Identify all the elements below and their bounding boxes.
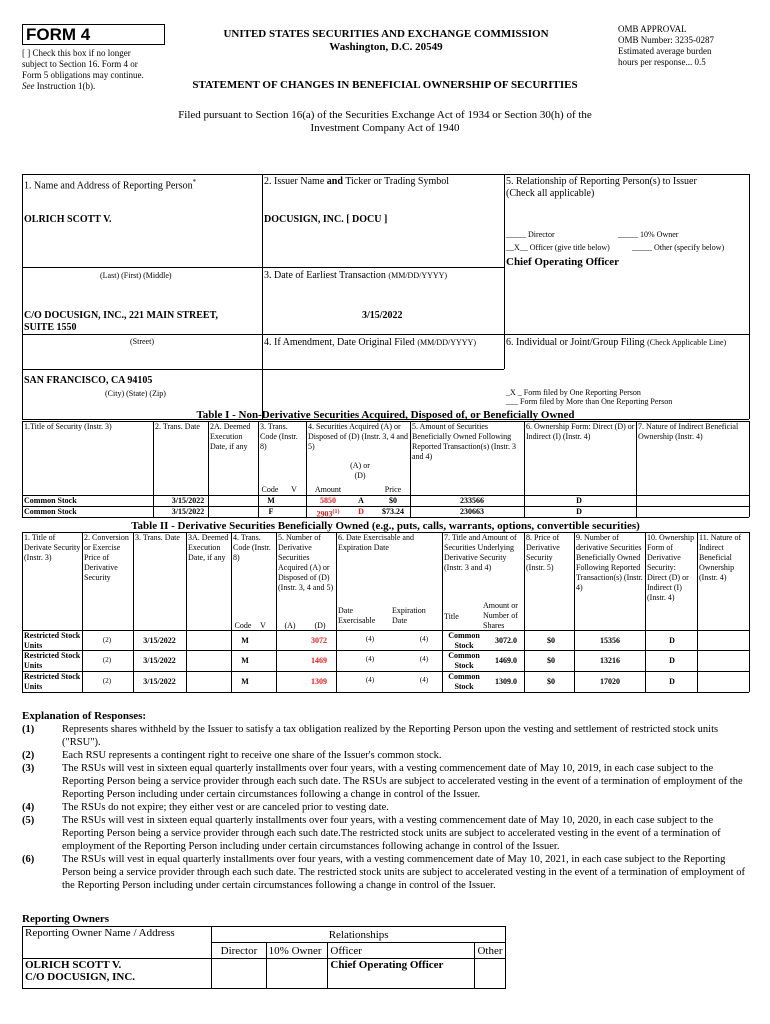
t2-header-code: 4. Trans. Code (Instr. 8): [233, 533, 271, 562]
t2-und-title-cell: Common Stock: [448, 651, 480, 670]
officer-header: Officer: [328, 943, 475, 959]
t2-sub-a: (A): [284, 621, 296, 630]
list-item: (6) The RSUs will vest in equal quarterly installments over four years, with a vesting commencement date of May 10, 2021, in each case subject to the Reporting Person being a service provider through each such date. The restricted stock units are subject to accelerated vesting in the event of a termination of employment of the Reporting Person including under certain circumstances following a change in control of the Issuer.: [22, 854, 745, 891]
omb-line-4: hours per response... 0.5: [618, 57, 706, 67]
t1-header-deemed: 2A. Deemed Execution Date, if any: [210, 422, 251, 451]
t2-form-cell: D: [669, 656, 675, 665]
reporting-person-street: [24, 310, 259, 334]
street-hint: (Street): [130, 337, 154, 346]
t2-title-cell: Restricted Stock Units: [24, 631, 81, 650]
t1-amount-cell: 5850: [320, 496, 336, 505]
t1-header-date: 2. Trans. Date: [155, 422, 200, 431]
relationships-header: Relationships: [212, 927, 506, 943]
reporting-owners-heading: Reporting Owners: [22, 913, 110, 925]
t1-title-cell: Common Stock: [24, 496, 77, 505]
table1-rows: [24, 496, 749, 518]
t2-header-conversion: 2. Conversion or Exercise Price of Derivative Security: [84, 533, 129, 582]
box1-label: 1. Name and Address of Reporting Person*: [24, 178, 197, 192]
t2-und-title-cell: Common Stock: [448, 672, 480, 691]
t2-form-cell: D: [669, 677, 675, 686]
box4-label: 4. If Amendment, Date Original Filed (MM/DD/YYYY): [264, 337, 476, 348]
multiple-persons-option[interactable]: ___ Form filed by More than One Reporting Person: [506, 397, 673, 406]
ten-pct-owner-checkbox[interactable]: _____ 10% Owner: [618, 230, 679, 239]
t1-header-acquired: 4. Securities Acquired (A) or Disposed of (D) (Instr. 3, 4 and 5): [308, 422, 408, 451]
table-row: [23, 959, 506, 989]
table-row: [24, 507, 749, 518]
t1-amount-cell: 2903$^{(1)}$: [316, 509, 340, 519]
reporting-person-city: SAN FRANCISCO, CA 94105: [24, 375, 153, 386]
filed-line-1: Filed pursuant to Section 16(a) of the Securities Exchange Act of 1934 or Section 30(h) of the: [178, 109, 592, 121]
t2-header-exercisable: 6. Date Exercisable and Expiration Date: [338, 533, 414, 552]
table-row: [22, 651, 749, 672]
street-line-2: SUITE 1550: [24, 322, 77, 333]
t2-sub-d: (D): [314, 621, 326, 630]
reporting-person-name: OLRICH SCOTT V.: [24, 214, 112, 225]
box6-label: 6. Individual or Joint/Group Filing (Check Applicable Line): [506, 337, 727, 348]
t2-code-cell: M: [241, 636, 249, 645]
t2-header-title: 1. Title of Derivate Security (Instr. 3): [24, 533, 81, 562]
t2-und-amount-cell: 3072.0: [495, 636, 517, 645]
filed-pursuant: [100, 109, 670, 135]
t2-sub-exercisable: Date Exercisable: [338, 606, 376, 625]
street-line-1: C/O DOCUSIGN, INC., 221 MAIN STREET,: [24, 310, 219, 321]
t2-header-owned: 9. Number of derivative Securities Beneficially Owned Following Reported Transaction(s) (Instr. 4): [576, 533, 643, 592]
table1-title: Table I - Non-Derivative Securities Acquired, Disposed of, or Beneficially Owned: [196, 409, 575, 421]
t2-header-price: 8. Price of Derivative Security (Instr. 5): [526, 533, 560, 572]
omb-line-3: Estimated average burden: [618, 46, 712, 56]
owner-10pct-cell: [266, 959, 328, 989]
t2-title-cell: Restricted Stock Units: [24, 672, 81, 691]
form-title: FORM 4: [22, 24, 165, 45]
director-checkbox[interactable]: _____ Director: [506, 230, 555, 239]
issuer-name: DOCUSIGN, INC. [ DOCU ]: [264, 214, 388, 225]
t2-price-cell: $0: [547, 636, 555, 645]
t2-header-deemed: 3A. Deemed Execution Date, if any: [188, 533, 229, 562]
t1-code-cell: F: [268, 507, 274, 516]
table-row: [24, 496, 749, 507]
t2-code-cell: M: [241, 656, 249, 665]
agency-name: UNITED STATES SECURITIES AND EXCHANGE COMMISSION: [223, 28, 549, 40]
t2-sub-v: V: [260, 621, 266, 630]
t2-form-cell: D: [669, 636, 675, 645]
t1-aord-cell: A: [358, 496, 364, 505]
t2-und-amount-cell: 1469.0: [495, 656, 517, 665]
t2-header-date: 3. Trans. Date: [135, 533, 180, 542]
t1-sub-v: V: [291, 485, 297, 494]
t2-exer-cell: (4): [365, 655, 375, 663]
owner-name-cell: OLRICH SCOTT V. C/O DOCUSIGN, INC.: [23, 959, 212, 989]
t2-exp-cell: (4): [419, 635, 429, 643]
owner-officer-cell: Chief Operating Officer: [328, 959, 475, 989]
filed-line-2: Investment Company Act of 1940: [310, 122, 460, 134]
t1-owned-cell: 230663: [460, 507, 484, 516]
t2-exer-cell: (4): [365, 635, 375, 643]
t2-exp-cell: (4): [419, 676, 429, 684]
list-item: (5) The RSUs will vest in sixteen equal quarterly installments over four years, with a vesting commencement date of May 10, 2020, in each case subject to the Reporting Person being a service provider through each such date.The restricted stock units are subject to accelerated vesting in the event of a termination of employment of the Reporting Person including under certain circumstances following achange in control of the Issuer.: [22, 815, 721, 852]
t2-header-underlying: 7. Title and Amount of Securities Underlying Derivative Security (Instr. 3 and 4): [444, 533, 517, 572]
t1-sub-price: Price: [384, 485, 402, 494]
t2-sub-amount: Amount or Number of Shares: [483, 601, 518, 630]
omb-line-2: OMB Number: 3235-0287: [618, 35, 714, 45]
t1-aord-cell: D: [358, 507, 364, 516]
t1-price-cell: $0: [389, 496, 397, 505]
officer-title: Chief Operating Officer: [506, 256, 620, 268]
t1-date-cell: 3/15/2022: [171, 507, 205, 516]
t2-header-form: 10. Ownership Form of Derivative Security: Direct (D) or Indirect (I) (Instr. 4): [647, 533, 695, 602]
t1-header-nature: 7. Nature of Indirect Beneficial Ownership (Instr. 4): [638, 422, 739, 441]
check-box-instruction: Instruction 1(b).: [36, 81, 96, 91]
t1-date-cell: 3/15/2022: [171, 496, 205, 505]
director-header: Director: [212, 943, 266, 959]
t2-exp-cell: (4): [419, 655, 429, 663]
name-hint: (Last) (First) (Middle): [100, 271, 172, 280]
explanation-heading: Explanation of Responses:: [22, 710, 147, 722]
t2-date-cell: 3/15/2022: [143, 636, 176, 645]
t2-und-title-cell: Common Stock: [448, 631, 480, 650]
t2-und-amount-cell: 1309.0: [495, 677, 517, 686]
t2-owned-cell: 13216: [600, 656, 620, 665]
t1-price-cell: $73.24: [382, 507, 404, 516]
owner-name-header: Reporting Owner Name / Address: [23, 927, 212, 959]
box5-label: 5. Relationship of Reporting Person(s) to Issuer (Check all applicable): [506, 176, 697, 199]
t2-date-cell: 3/15/2022: [143, 677, 176, 686]
t1-sub-amount: Amount: [314, 485, 342, 494]
t2-d-cell: 1309: [311, 677, 327, 686]
check-box-note: [22, 48, 157, 92]
t2-conv-cell: (2): [102, 656, 112, 664]
t2-conv-cell: (2): [102, 677, 112, 685]
omb-approval: [618, 24, 758, 68]
t1-title-cell: Common Stock: [24, 507, 77, 516]
one-person-option[interactable]: _X _ Form filed by One Reporting Person: [506, 388, 641, 397]
t1-header-owned: 5. Amount of Securities Beneficially Owned Following Reported Transaction(s) (Instr. 3 and 4): [412, 422, 516, 461]
box3-label: 3. Date of Earliest Transaction (MM/DD/YYYY): [264, 270, 448, 281]
t1-header-code: 3. Trans. Code (Instr. 8): [260, 422, 298, 451]
t2-header-number: 5. Number of Derivative Securities Acquired (A) or Disposed of (D) (Instr. 3, 4 and 5): [278, 533, 334, 592]
list-item: (3) The RSUs will vest in sixteen equal quarterly installments over four years, with a vesting commencement date of May 10, 2019, in each case subject to the Reporting Person being a service provider through each such date. The RSUs are subject to accelerated vesting in the event of a termination of employment of the Reporting Person including under certain circumstances following a change in control of the Issuer.: [22, 763, 743, 800]
ten-pct-header: 10% Owner: [266, 943, 328, 959]
owner-other-cell: [475, 959, 506, 989]
t2-conv-cell: (2): [102, 636, 112, 644]
t1-code-cell: M: [267, 496, 275, 505]
table-row: [22, 672, 749, 693]
t1-sub-code: Code: [261, 485, 279, 494]
t2-sub-expiration: Expiration Date: [392, 606, 426, 625]
explanation-list: [22, 723, 752, 892]
table-row: [22, 631, 749, 651]
city-hint: (City) (State) (Zip): [105, 389, 166, 398]
t2-price-cell: $0: [547, 677, 555, 686]
t1-sub-aord: (A) or (D): [350, 461, 370, 480]
t2-date-cell: 3/15/2022: [143, 656, 176, 665]
t2-d-cell: 3072: [311, 636, 327, 645]
t1-owned-cell: 233566: [460, 496, 484, 505]
table2-title: Table II - Derivative Securities Beneficially Owned (e.g., puts, calls, warrants, options, convertible securities): [131, 520, 640, 532]
t2-sub-title: Title: [444, 612, 459, 621]
list-item: (2) Each RSU represents a contingent right to receive one share of the Issuer's common stock.: [22, 750, 442, 761]
list-item: (4) The RSUs do not expire; they either vest or are canceled prior to vesting date.: [22, 802, 389, 813]
t2-title-cell: Restricted Stock Units: [24, 651, 81, 670]
table2-rows: [22, 631, 749, 692]
agency-location: Washington, D.C. 20549: [329, 41, 443, 53]
box2-label: 2. Issuer Name and Ticker or Trading Symbol: [264, 176, 450, 187]
t2-owned-cell: 15356: [600, 636, 620, 645]
t2-sub-code: Code: [234, 621, 252, 630]
earliest-transaction-date: 3/15/2022: [362, 310, 403, 321]
check-box-text: [ ] Check this box if no longer subject to Section 16. Form 4 or Form 5 obligations may continue.: [22, 48, 144, 80]
other-checkbox[interactable]: _____ Other (specify below): [632, 243, 725, 252]
check-box-see: See: [22, 81, 35, 91]
t2-d-cell: 1469: [311, 656, 327, 665]
t1-header-title: 1.Title of Security (Instr. 3): [24, 422, 112, 431]
reporting-owners-table: [22, 926, 506, 989]
t2-code-cell: M: [241, 677, 249, 686]
t2-header-nature: 11. Nature of Indirect Beneficial Ownership (Instr. 4): [699, 533, 742, 582]
statement-title: STATEMENT OF CHANGES IN BENEFICIAL OWNERSHIP OF SECURITIES: [192, 79, 578, 91]
t1-header-form: 6. Ownership Form: Direct (D) or Indirect (I) (Instr. 4): [526, 422, 635, 441]
owner-director-cell: [212, 959, 266, 989]
t1-form-cell: D: [576, 496, 582, 505]
t2-exer-cell: (4): [365, 676, 375, 684]
list-item: (1) Represents shares withheld by the Issuer to satisfy a tax obligation realized by the Reporting Person upon the vesting and settlement of restricted stock units ("RSU").: [22, 724, 719, 748]
t2-owned-cell: 17020: [600, 677, 620, 686]
t2-price-cell: $0: [547, 656, 555, 665]
omb-line-1: OMB APPROVAL: [618, 24, 687, 34]
t1-form-cell: D: [576, 507, 582, 516]
officer-checkbox[interactable]: __X__ Officer (give title below): [506, 243, 610, 252]
other-header: Other: [475, 943, 506, 959]
